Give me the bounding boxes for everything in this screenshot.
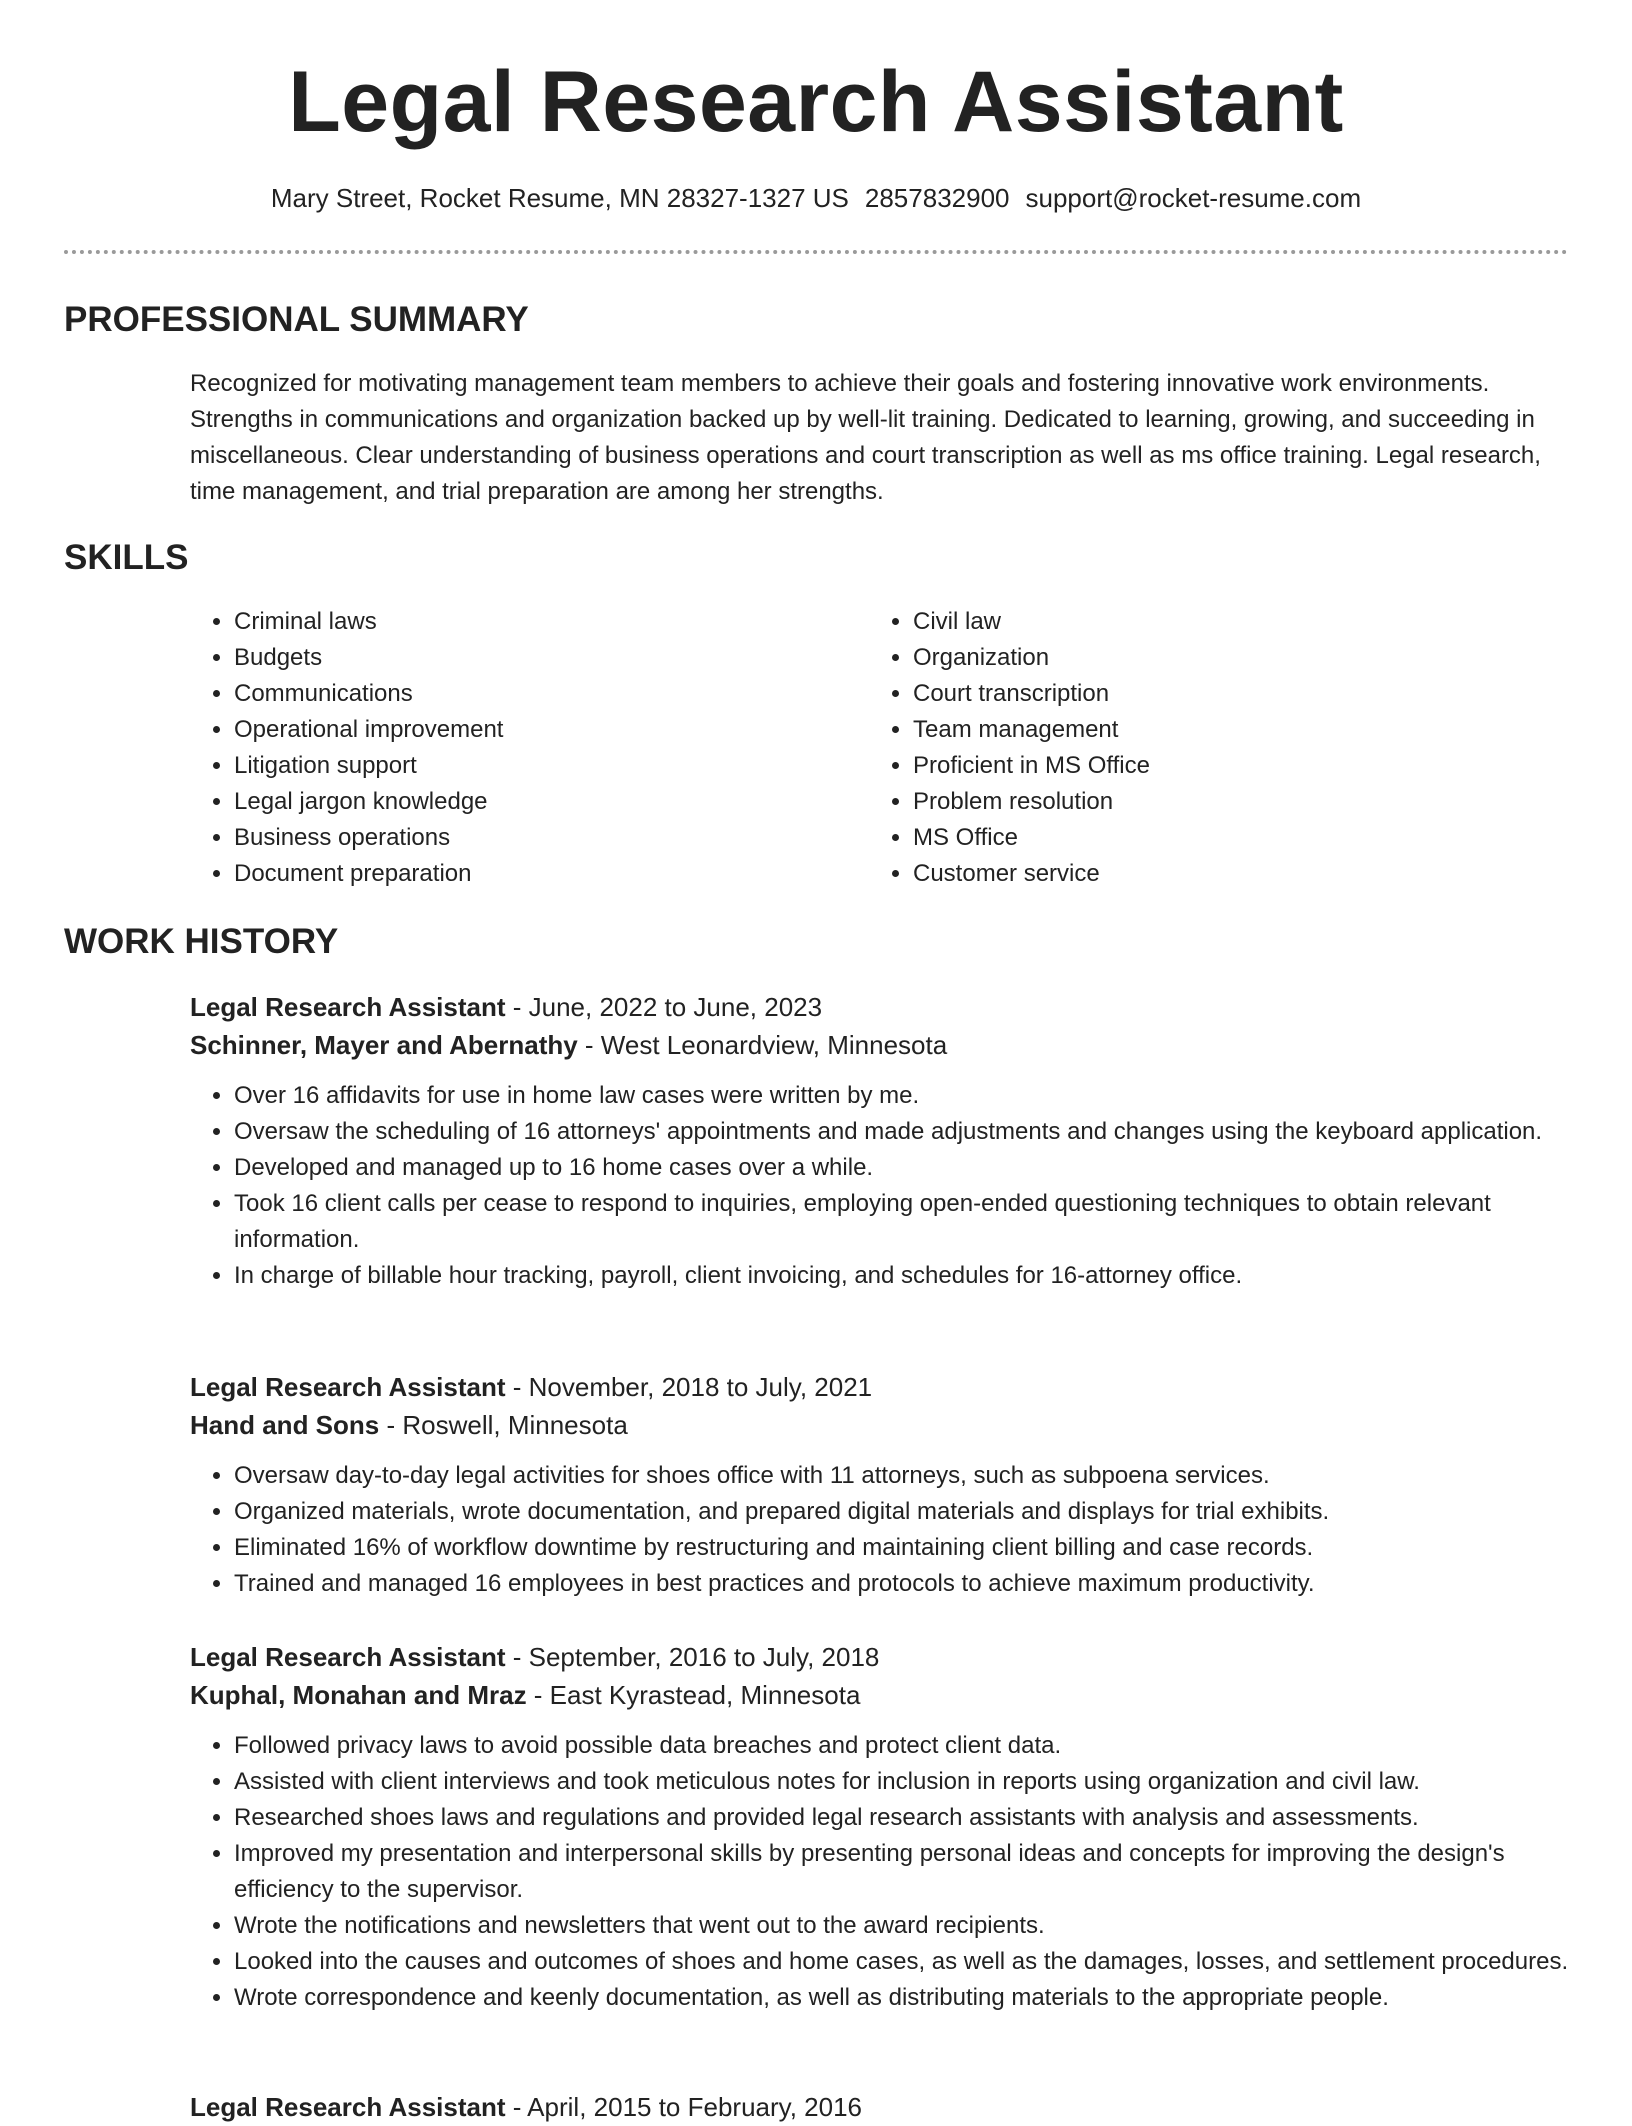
job-bullet: • Looked into the causes and outcomes of shoes and home cases, as well as the damages, losses, and settlement procedures. <box>234 1944 1570 1980</box>
job-bullet: • Trained and managed 16 employees in best practices and protocols to achieve maximum productivity. <box>234 1566 1570 1602</box>
summary-heading: PROFESSIONAL SUMMARY <box>64 300 529 339</box>
skill-item: • Customer service <box>913 856 1150 892</box>
job-company: Schinner, Mayer and Abernathy <box>190 1030 578 1060</box>
job-dates: - November, 2018 to July, 2021 <box>505 1372 873 1402</box>
header-divider <box>64 250 1568 254</box>
job-company-line <box>190 1676 1570 1714</box>
job-bullet: • Wrote the notifications and newsletters that went out to the award recipients. <box>234 1908 1570 1944</box>
job-title-line <box>190 2088 1570 2126</box>
job-bullet: • Improved my presentation and interpersonal skills by presenting personal ideas and concepts for improving the design's efficiency to the supervisor. <box>234 1836 1570 1908</box>
job-bullet: • Developed and managed up to 16 home cases over a while. <box>234 1150 1570 1186</box>
job-location: - West Leonardview, Minnesota <box>577 1030 948 1060</box>
skill-item: • Proficient in MS Office <box>913 748 1150 784</box>
skill-item: • Team management <box>913 712 1150 748</box>
job-company: Kuphal, Monahan and Mraz <box>190 1680 527 1710</box>
job-bullet: • Organized materials, wrote documentation, and prepared digital materials and displays for trial exhibits. <box>234 1494 1570 1530</box>
job-location: - Roswell, Minnesota <box>379 1410 628 1440</box>
contact-email: support@rocket-resume.com <box>1025 183 1362 213</box>
job-title-line <box>190 1638 1570 1676</box>
job-title-line <box>190 988 1570 1026</box>
skill-item: • Civil law <box>913 604 1150 640</box>
contact-phone: 2857832900 <box>864 183 1010 213</box>
skill-item: • Budgets <box>234 640 503 676</box>
skill-item: • MS Office <box>913 820 1150 856</box>
skill-item: • Problem resolution <box>913 784 1150 820</box>
job-bullet: • Researched shoes laws and regulations and provided legal research assistants with analysis and assessments. <box>234 1800 1570 1836</box>
job-company-line <box>190 1026 1570 1064</box>
job-dates: - September, 2016 to July, 2018 <box>505 1642 880 1672</box>
job-title: Legal Research Assistant <box>190 1372 506 1402</box>
job-bullet: • In charge of billable hour tracking, payroll, client invoicing, and schedules for 16-attorney office. <box>234 1258 1570 1294</box>
work-history-heading: WORK HISTORY <box>64 922 339 961</box>
job-title-line <box>190 1368 1570 1406</box>
job-bullet: • Followed privacy laws to avoid possible data breaches and protect client data. <box>234 1728 1570 1764</box>
job-bullet: • Over 16 affidavits for use in home law cases were written by me. <box>234 1078 1570 1114</box>
job-dates: - June, 2022 to June, 2023 <box>505 992 823 1022</box>
job-bullets <box>190 1728 1570 2016</box>
skills-list-left <box>190 604 503 892</box>
job-title: Legal Research Assistant <box>190 992 506 1022</box>
contact-address: Mary Street, Rocket Resume, MN 28327-1327 US <box>270 183 849 213</box>
job-title: Legal Research Assistant <box>190 2092 506 2122</box>
job-bullet: • Assisted with client interviews and took meticulous notes for inclusion in reports using organization and civil law. <box>234 1764 1570 1800</box>
skill-item: • Communications <box>234 676 503 712</box>
skill-item: • Operational improvement <box>234 712 503 748</box>
skill-item: • Document preparation <box>234 856 503 892</box>
job-bullet: • Oversaw day-to-day legal activities for shoes office with 11 attorneys, such as subpoena services. <box>234 1458 1570 1494</box>
job-entry <box>190 2088 1570 2126</box>
summary-text: Recognized for motivating management team members to achieve their goals and fostering innovative work environments. Strengths in communications and organization backed up by well-lit training. Dedicated to learning, growing, and succeeding in miscellaneous. Clear understanding of business operations and court transcription as well as ms office training. Legal research, time management, and trial preparation are among her strengths. <box>190 370 1541 505</box>
job-entry <box>190 1638 1570 2016</box>
resume-name: Legal Research Assistant <box>288 54 1344 150</box>
job-bullets <box>190 1458 1570 1602</box>
skill-item: • Legal jargon knowledge <box>234 784 503 820</box>
job-entry <box>190 1368 1570 1602</box>
job-company-line <box>190 1406 1570 1444</box>
job-title: Legal Research Assistant <box>190 1642 506 1672</box>
skill-item: • Criminal laws <box>234 604 503 640</box>
job-entry <box>190 988 1570 1294</box>
job-bullets <box>190 1078 1570 1294</box>
skill-item: • Litigation support <box>234 748 503 784</box>
skill-item: • Business operations <box>234 820 503 856</box>
job-company: Hand and Sons <box>190 1410 380 1440</box>
job-bullet: • Took 16 client calls per cease to respond to inquiries, employing open-ended questioning techniques to obtain relevant information. <box>234 1186 1570 1258</box>
contact-line <box>0 180 1632 216</box>
job-location: - East Kyrastead, Minnesota <box>526 1680 861 1710</box>
skill-item: • Court transcription <box>913 676 1150 712</box>
skills-list-right <box>869 604 1150 892</box>
job-bullet: • Eliminated 16% of workflow downtime by restructuring and maintaining client billing and case records. <box>234 1530 1570 1566</box>
job-dates: - April, 2015 to February, 2016 <box>505 2092 863 2122</box>
skill-item: • Organization <box>913 640 1150 676</box>
skills-heading: SKILLS <box>64 538 189 577</box>
job-bullet: • Wrote correspondence and keenly documentation, as well as distributing materials to the appropriate people. <box>234 1980 1570 2016</box>
job-bullet: • Oversaw the scheduling of 16 attorneys' appointments and made adjustments and changes using the keyboard application. <box>234 1114 1570 1150</box>
